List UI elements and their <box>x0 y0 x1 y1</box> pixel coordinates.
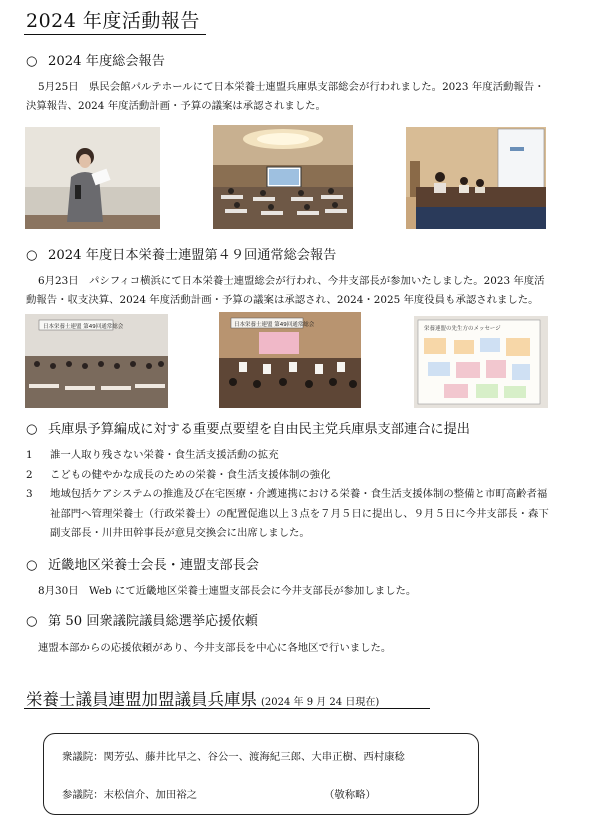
section-heading-election-support: ○ 第 50 回衆議院議員総選挙応援依頼 <box>26 614 258 629</box>
members-heading: 栄養士議員連盟加盟議員兵庫県 (2024 年 9 月 24 日現在) <box>26 690 380 709</box>
members-date-note: (2024 年 9 月 24 日現在) <box>261 697 380 708</box>
board-title-text: 栄養連盟の先生方のメッセージ <box>424 326 501 332</box>
photo-hall <box>213 125 353 229</box>
house-of-representatives: 衆議院：関芳弘、藤井比早之、谷公一、渡海紀三郎、大串正樹、西村康稔 <box>62 751 405 763</box>
house-of-councillors: 参議院：末松信介、加田裕之 <box>62 789 198 801</box>
section-heading-national-meeting: ○ 2024 年度日本栄養士連盟第４９回通常総会報告 <box>26 248 337 263</box>
request-list: 1 誰一人取り残さない栄養・食生活支援活動の拡充 2 こどもの健やかな成長のための栄養・食生活支援体制の強化 3 地域包括ケアシステムの推進及び在宅医療・介護連携における栄養・食生活支援体制の整備と市町高齢者福 祉部門へ管理栄養士（行政栄養士）の配置促進以上３点を７月５日に提出し、９月５日に今井支部長・森下 副支部長・川井田幹事長が意見交換会に出席しました。 <box>26 449 549 539</box>
sign-49-text: 日本栄養士連盟 第49回通常総会 <box>43 324 124 330</box>
members-underline <box>24 708 430 709</box>
photo-speaker <box>25 127 160 229</box>
photo-panel <box>406 127 546 229</box>
section-heading-budget-request: ○ 兵庫県予算編成に対する重要点要望を自由民主党兵庫県支部連合に提出 <box>26 422 470 437</box>
section-body-general-meeting: 5月25日 県民会館パルテホールにて日本栄養士連盟兵庫県支部総会が行われました。2023 年度活動報告・ 決算報告、2024 年度活動計画・予算の議案は承認されました。 <box>26 81 545 112</box>
svg-text:日本栄養士連盟 第49回通常総会: 日本栄養士連盟 第49回通常総会 <box>234 322 315 328</box>
photo-message-board <box>414 316 548 408</box>
section-body-election-support: 連盟本部からの応援依頼があり、今井支部長を中心に各地区で行いました。 <box>38 642 392 654</box>
section-heading-general-meeting: ○ 2024 年度総会報告 <box>26 54 165 69</box>
title-underline <box>24 34 206 35</box>
section-body-national-meeting: 6月23日 パシフィコ横浜にて日本栄養士連盟総会が行われ、今井支部長が参加いたしました。2023 年度活 動報告・収支決算、2024 年度活動計画・予算の議案は承認され、2024・2025 年度役員も承認されました。 <box>26 275 545 306</box>
page-title: 2024 年度活動報告 <box>26 10 200 32</box>
section-body-kinki-meeting: 8月30日 Web にて近畿地区栄養士連盟支部長会に今井支部長が参加しました。 <box>38 585 417 597</box>
section-heading-kinki-meeting: ○ 近畿地区栄養士会長・連盟支部長会 <box>26 558 259 573</box>
photo-national-stage <box>219 312 361 408</box>
honorific-note: （敬称略） <box>324 789 376 801</box>
members-box <box>43 733 479 815</box>
photo-national-hall <box>25 314 168 408</box>
